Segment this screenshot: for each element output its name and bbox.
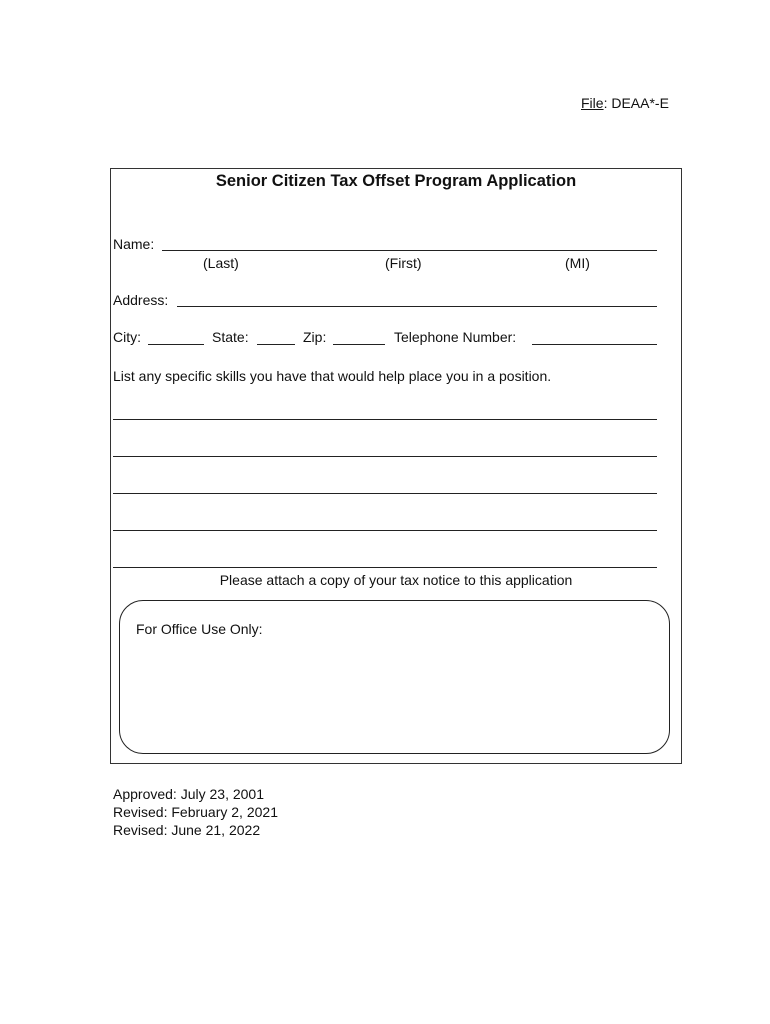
revised-date-1: Revised: February 2, 2021: [113, 804, 278, 820]
office-use-label: For Office Use Only:: [136, 621, 263, 637]
name-sublabel-first: (First): [385, 255, 422, 271]
zip-label: Zip:: [303, 329, 327, 345]
address-field[interactable]: [177, 306, 657, 307]
name-label: Name:: [113, 236, 155, 252]
state-field[interactable]: [257, 344, 295, 345]
name-sublabel-mi: (MI): [565, 255, 590, 271]
telephone-field[interactable]: [532, 344, 657, 345]
state-label: State:: [212, 329, 249, 345]
revised-date-2: Revised: June 21, 2022: [113, 822, 261, 838]
zip-field[interactable]: [333, 344, 385, 345]
approved-date: Approved: July 23, 2001: [113, 786, 264, 802]
skills-line-2[interactable]: [113, 456, 657, 457]
file-label: File: [581, 95, 604, 111]
skills-line-5[interactable]: [113, 567, 657, 568]
skills-prompt: List any specific skills you have that would help place you in a position.: [113, 368, 552, 384]
city-field[interactable]: [148, 344, 204, 345]
file-code: : DEAA*-E: [603, 95, 669, 111]
attach-note: Please attach a copy of your tax notice to this application: [219, 572, 573, 588]
skills-line-3[interactable]: [113, 493, 657, 494]
name-sublabel-last: (Last): [203, 255, 239, 271]
city-label: City:: [113, 329, 141, 345]
telephone-label: Telephone Number:: [394, 329, 517, 345]
name-field[interactable]: [162, 250, 657, 251]
skills-line-1[interactable]: [113, 419, 657, 420]
file-reference: [581, 95, 669, 111]
form-title: Senior Citizen Tax Offset Program Application: [215, 172, 577, 190]
skills-line-4[interactable]: [113, 530, 657, 531]
address-label: Address:: [113, 292, 169, 308]
